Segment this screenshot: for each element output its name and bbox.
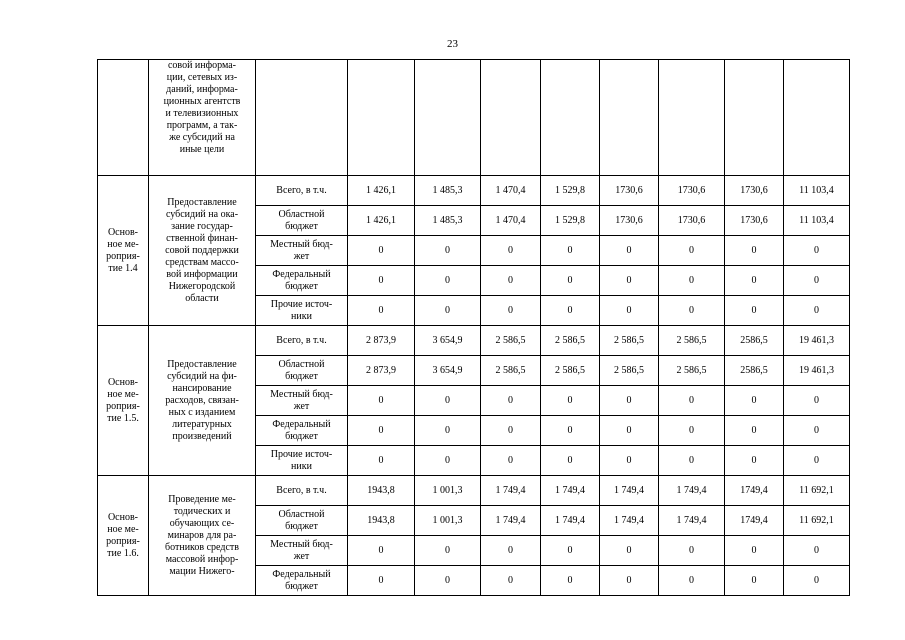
value-cell: 0 (481, 446, 541, 476)
value-cell: 1749,4 (725, 476, 784, 506)
value-cell: 0 (784, 446, 850, 476)
source-cell: Федеральный бюджет (256, 266, 348, 296)
value-cell: 19 461,3 (784, 356, 850, 386)
value-cell: 1 749,4 (481, 506, 541, 536)
value-cell: 2 586,5 (659, 326, 725, 356)
source-cell: Областной бюджет (256, 206, 348, 236)
value-cell: 0 (600, 236, 659, 266)
description-cell: Предоставление субсидий на ока- зание государ- ственной финан- совой поддержки средствам массо- вой информации Нижегородской области (149, 176, 256, 326)
empty-cell (541, 60, 600, 176)
value-cell: 0 (481, 536, 541, 566)
table-row (98, 326, 850, 356)
value-cell: 0 (600, 386, 659, 416)
empty-cell (784, 60, 850, 176)
value-cell: 3 654,9 (415, 356, 481, 386)
value-cell: 0 (348, 566, 415, 596)
source-cell: Всего, в т.ч. (256, 326, 348, 356)
value-cell: 1 426,1 (348, 176, 415, 206)
value-cell: 1 749,4 (541, 506, 600, 536)
value-cell: 2 586,5 (481, 356, 541, 386)
value-cell: 0 (784, 416, 850, 446)
value-cell: 1 001,3 (415, 506, 481, 536)
value-cell: 1 470,4 (481, 176, 541, 206)
empty-cell (725, 60, 784, 176)
value-cell: 1 426,1 (348, 206, 415, 236)
value-cell: 1 749,4 (481, 476, 541, 506)
value-cell: 0 (348, 536, 415, 566)
source-cell: Всего, в т.ч. (256, 476, 348, 506)
value-cell: 3 654,9 (415, 326, 481, 356)
value-cell: 1 485,3 (415, 176, 481, 206)
table-row (98, 476, 850, 506)
value-cell: 2 873,9 (348, 326, 415, 356)
event-cell: Основ- ное ме- роприя- тие 1.6. (98, 476, 149, 596)
value-cell: 1 001,3 (415, 476, 481, 506)
value-cell: 0 (415, 236, 481, 266)
value-cell: 0 (659, 386, 725, 416)
value-cell: 1730,6 (600, 176, 659, 206)
value-cell: 1730,6 (659, 206, 725, 236)
value-cell: 0 (415, 266, 481, 296)
value-cell: 0 (659, 536, 725, 566)
value-cell: 0 (784, 236, 850, 266)
source-cell: Федеральный бюджет (256, 566, 348, 596)
source-cell: Федеральный бюджет (256, 416, 348, 446)
value-cell: 0 (415, 386, 481, 416)
value-cell: 0 (725, 296, 784, 326)
value-cell: 11 692,1 (784, 506, 850, 536)
value-cell: 0 (415, 296, 481, 326)
value-cell: 0 (481, 416, 541, 446)
table-row (98, 60, 850, 176)
value-cell: 0 (415, 566, 481, 596)
value-cell: 2 586,5 (541, 326, 600, 356)
description-cell: Проведение ме- тодических и обучающих се- минаров для ра- ботников средств массовой инфор- мации Нижего- (149, 476, 256, 596)
value-cell: 11 103,4 (784, 206, 850, 236)
value-cell: 0 (659, 446, 725, 476)
value-cell: 1 529,8 (541, 176, 600, 206)
value-cell: 0 (725, 416, 784, 446)
empty-cell (659, 60, 725, 176)
source-cell: Областной бюджет (256, 356, 348, 386)
value-cell: 0 (415, 416, 481, 446)
value-cell: 0 (784, 566, 850, 596)
value-cell: 0 (600, 536, 659, 566)
description-cell: Предоставление субсидий на фи- нансирование расходов, связан- ных с изданием литературных произведений (149, 326, 256, 476)
value-cell: 0 (481, 566, 541, 596)
value-cell: 0 (481, 236, 541, 266)
source-cell: Местный бюд- жет (256, 236, 348, 266)
table-row (98, 176, 850, 206)
value-cell: 19 461,3 (784, 326, 850, 356)
value-cell: 1 470,4 (481, 206, 541, 236)
value-cell: 0 (725, 266, 784, 296)
value-cell: 0 (348, 416, 415, 446)
value-cell: 1943,8 (348, 506, 415, 536)
value-cell: 2586,5 (725, 326, 784, 356)
value-cell: 0 (541, 416, 600, 446)
empty-cell (348, 60, 415, 176)
value-cell: 0 (784, 536, 850, 566)
value-cell: 1730,6 (659, 176, 725, 206)
value-cell: 0 (725, 566, 784, 596)
value-cell: 2 586,5 (659, 356, 725, 386)
value-cell: 1 749,4 (541, 476, 600, 506)
value-cell: 0 (659, 236, 725, 266)
budget-table (97, 59, 850, 596)
empty-cell (256, 60, 348, 176)
value-cell: 2586,5 (725, 356, 784, 386)
empty-cell (600, 60, 659, 176)
value-cell: 0 (600, 446, 659, 476)
value-cell: 0 (348, 446, 415, 476)
source-cell: Местный бюд- жет (256, 386, 348, 416)
value-cell: 0 (600, 416, 659, 446)
value-cell: 0 (784, 386, 850, 416)
source-cell: Прочие источ- ники (256, 446, 348, 476)
value-cell: 0 (481, 386, 541, 416)
event-cell: Основ- ное ме- роприя- тие 1.4 (98, 176, 149, 326)
value-cell: 0 (348, 266, 415, 296)
value-cell: 0 (725, 536, 784, 566)
source-cell: Местный бюд- жет (256, 536, 348, 566)
value-cell: 0 (659, 266, 725, 296)
value-cell: 1749,4 (725, 506, 784, 536)
value-cell: 0 (348, 386, 415, 416)
value-cell: 11 692,1 (784, 476, 850, 506)
source-cell: Прочие источ- ники (256, 296, 348, 326)
value-cell: 0 (481, 266, 541, 296)
value-cell: 0 (725, 386, 784, 416)
value-cell: 1 529,8 (541, 206, 600, 236)
value-cell: 0 (725, 236, 784, 266)
source-cell: Областной бюджет (256, 506, 348, 536)
value-cell: 0 (415, 536, 481, 566)
value-cell: 11 103,4 (784, 176, 850, 206)
value-cell: 0 (348, 296, 415, 326)
value-cell: 1943,8 (348, 476, 415, 506)
value-cell: 0 (659, 566, 725, 596)
value-cell: 0 (541, 536, 600, 566)
value-cell: 0 (784, 296, 850, 326)
value-cell: 0 (541, 236, 600, 266)
value-cell: 2 586,5 (600, 326, 659, 356)
value-cell: 0 (541, 566, 600, 596)
value-cell: 0 (600, 266, 659, 296)
page-number: 23 (447, 38, 458, 50)
empty-cell (415, 60, 481, 176)
value-cell: 0 (659, 416, 725, 446)
value-cell: 2 586,5 (600, 356, 659, 386)
value-cell: 0 (348, 236, 415, 266)
value-cell: 2 586,5 (481, 326, 541, 356)
value-cell: 2 873,9 (348, 356, 415, 386)
event-cell (98, 60, 149, 176)
value-cell: 0 (415, 446, 481, 476)
value-cell: 1730,6 (725, 206, 784, 236)
value-cell: 0 (600, 566, 659, 596)
value-cell: 0 (541, 296, 600, 326)
value-cell: 1 749,4 (659, 506, 725, 536)
value-cell: 1730,6 (600, 206, 659, 236)
value-cell: 0 (541, 446, 600, 476)
value-cell: 2 586,5 (541, 356, 600, 386)
empty-cell (481, 60, 541, 176)
value-cell: 0 (784, 266, 850, 296)
value-cell: 1730,6 (725, 176, 784, 206)
value-cell: 1 749,4 (600, 476, 659, 506)
event-cell: Основ- ное ме- роприя- тие 1.5. (98, 326, 149, 476)
description-cell: совой информа- ции, сетевых из- даний, информа- ционных агентств и телевизионных программ, а так- же субсидий на иные цели (149, 60, 256, 176)
value-cell: 0 (725, 446, 784, 476)
source-cell: Всего, в т.ч. (256, 176, 348, 206)
value-cell: 0 (541, 266, 600, 296)
value-cell: 0 (541, 386, 600, 416)
value-cell: 0 (600, 296, 659, 326)
value-cell: 0 (481, 296, 541, 326)
value-cell: 1 485,3 (415, 206, 481, 236)
value-cell: 0 (659, 296, 725, 326)
value-cell: 1 749,4 (659, 476, 725, 506)
value-cell: 1 749,4 (600, 506, 659, 536)
